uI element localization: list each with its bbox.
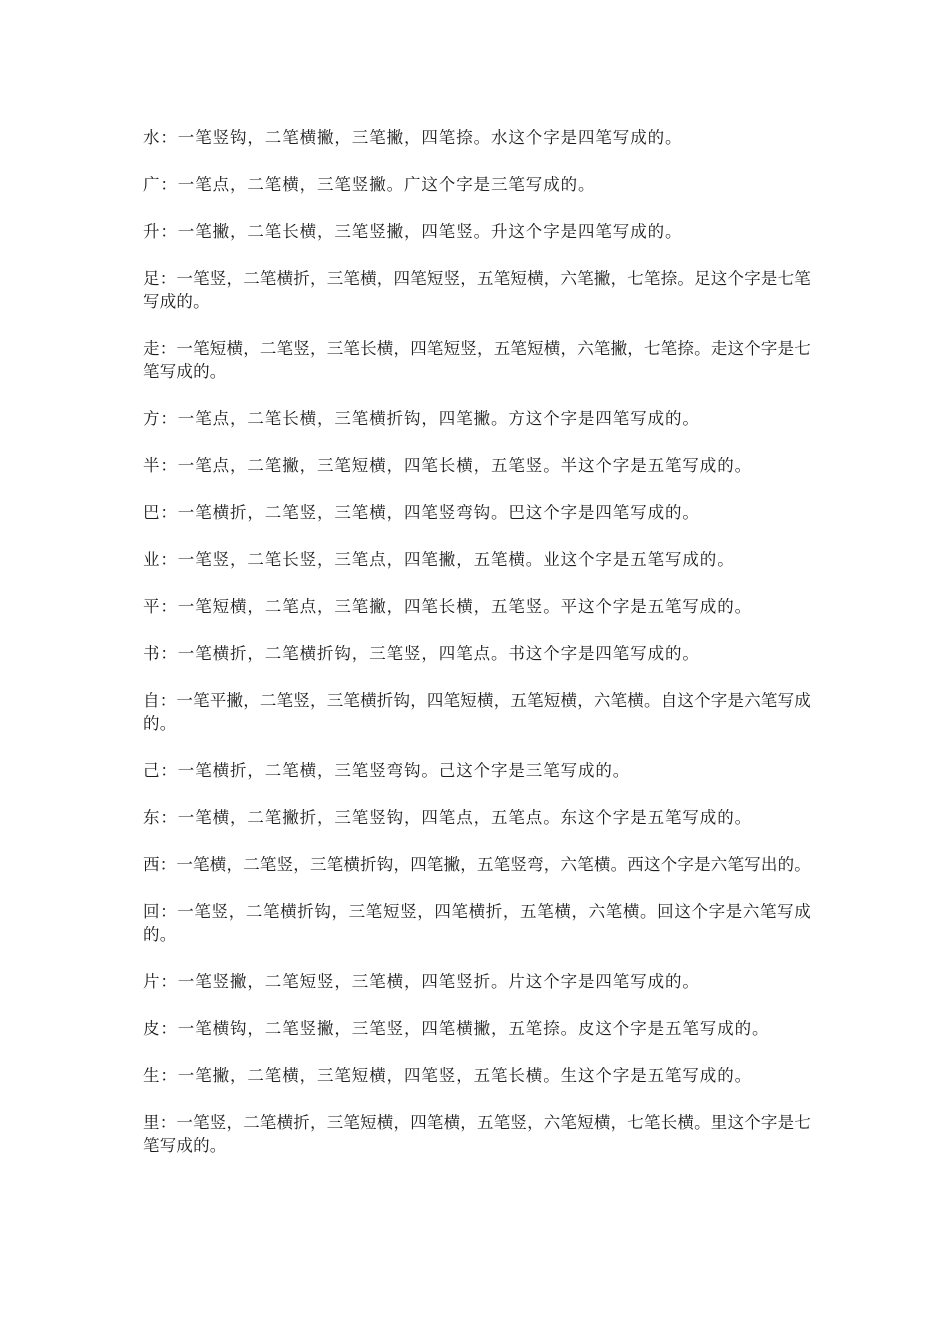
paragraph-pian: 片：一笔竖撇，二笔短竖，三笔横，四笔竖折。片这个字是四笔写成的。 (143, 972, 700, 991)
paragraph-ye: 业：一笔竖，二笔长竖，三笔点，四笔撇，五笔横。业这个字是五笔写成的。 (143, 550, 735, 569)
paragraph-sheng-life: 生：一笔撇，二笔横，三笔短横，四笔竖，五笔长横。生这个字是五笔写成的。 (143, 1066, 752, 1085)
paragraph-ban: 半：一笔点，二笔撇，三笔短横，四笔长横，五笔竖。半这个字是五笔写成的。 (143, 456, 752, 475)
paragraph-xi: 西：一笔横，二笔竖，三笔横折钩，四笔撇，五笔竖弯，六笔横。西这个字是六笔写出的。 (143, 855, 811, 874)
paragraph-ji: 己：一笔横折，二笔横，三笔竖弯钩。己这个字是三笔写成的。 (143, 761, 631, 780)
paragraph-ba: 巴：一笔横折，二笔竖，三笔横，四笔竖弯钩。巴这个字是四笔写成的。 (143, 503, 700, 522)
paragraph-shu: 书：一笔横折，二笔横折钩，三笔竖，四笔点。书这个字是四笔写成的。 (143, 644, 700, 663)
paragraph-hui: 回：一笔竖，二笔横折钩，三笔短竖，四笔横折，五笔横，六笔横。回这个字是六笔写成的。 (143, 902, 811, 944)
paragraph-shui: 水：一笔竖钩，二笔横撇，三笔撇，四笔捺。水这个字是四笔写成的。 (143, 128, 683, 147)
paragraph-dong: 东：一笔横，二笔撇折，三笔竖钩，四笔点，五笔点。东这个字是五笔写成的。 (143, 808, 752, 827)
paragraph-ping: 平：一笔短横，二笔点，三笔撇，四笔长横，五笔竖。平这个字是五笔写成的。 (143, 597, 752, 616)
document-body (143, 126, 811, 1181)
paragraph-fang: 方：一笔点，二笔长横，三笔横折钩，四笔撇。方这个字是四笔写成的。 (143, 409, 700, 428)
paragraph-sheng: 升：一笔撇，二笔长横，三笔竖撇，四笔竖。升这个字是四笔写成的。 (143, 222, 683, 241)
paragraph-zu: 足：一笔竖，二笔横折，三笔横，四笔短竖，五笔短横，六笔撇，七笔捺。足这个字是七笔写成的。 (143, 269, 811, 311)
paragraph-zou: 走：一笔短横，二笔竖，三笔长横，四笔短竖，五笔短横，六笔撇，七笔捺。走这个字是七笔写成的。 (143, 339, 811, 381)
paragraph-pi: 皮：一笔横钩，二笔竖撇，三笔竖，四笔横撇，五笔捺。皮这个字是五笔写成的。 (143, 1019, 770, 1038)
paragraph-li: 里：一笔竖，二笔横折，三笔短横，四笔横，五笔竖，六笔短横，七笔长横。里这个字是七笔写成的。 (143, 1113, 811, 1155)
paragraph-zi: 自：一笔平撇，二笔竖，三笔横折钩，四笔短横，五笔短横，六笔横。自这个字是六笔写成的。 (143, 691, 811, 733)
paragraph-guang: 广：一笔点，二笔横，三笔竖撇。广这个字是三笔写成的。 (143, 175, 596, 194)
